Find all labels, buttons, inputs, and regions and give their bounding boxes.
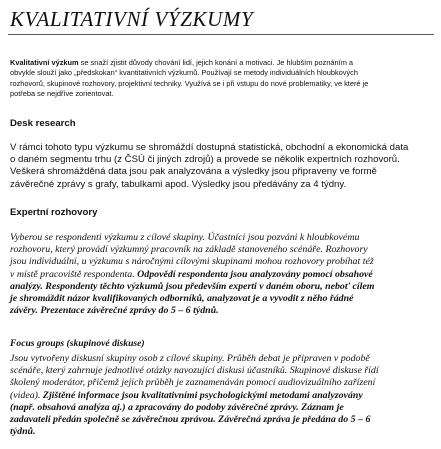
focus-groups-paragraph — [10, 353, 428, 438]
expert-line: v místě pracoviště respondenta. Odpovědí respondenta jsou analyzovány pomocí obsahové — [10, 268, 373, 280]
intro-paragraph — [10, 58, 428, 100]
focus-line: školený moderátor, přičemž jejich průběh je zaznamenáván pomocí audiovizuálního zařízení — [10, 377, 376, 389]
focus-line: (např. obsahová analýza aj.) a zpracovány do podoby závěrečné zprávy. Záznam je — [10, 401, 344, 413]
expert-line: rozhovoru, který provádí výzkumný pracovník na základě stanoveného scénáře. Rozhovory — [10, 244, 368, 256]
focus-line: zadavateli předán společně se závěrečnou zprávou. Závěrečná zpráva je předána do 5 – 6 — [10, 414, 371, 426]
focus-groups-heading: Focus groups (skupinové diskuse) — [10, 338, 145, 349]
focus-line: (videa). Zjištěné informace jsou kvalitativními psychologickými metodami analyzovány — [10, 389, 363, 401]
intro-line: potřeba se nejdříve zorientovat. — [10, 89, 114, 99]
page-title: KVALITATIVNÍ VÝZKUMY — [10, 7, 254, 31]
expert-line: analýzy. Respondenty těchto výzkumů jsou především experti v daném oboru, neboť cílem — [10, 280, 375, 292]
focus-line: scénáře, který zahrnuje jednotlivé otázky navozující diskusi účastníků. Skupinové diskuse řídí — [10, 365, 379, 377]
intro-line: obvykle slouží jako „předskokan“ kvantitativních výzkumů. Používají se metody individuálních hloubkových — [10, 68, 358, 78]
desk-line: o daném segmentu trhu (z ČSÚ či jiných zdrojů) a provede se několik expertních rozhovorů. — [10, 154, 400, 166]
expert-line: Vyberou se respondenti výzkumu z cílové skupiny. Účastníci jsou pozváni k hloubkovému — [10, 232, 360, 243]
desk-research-heading: Desk research — [10, 118, 76, 129]
expert-line: závěry. Prezentace závěrečné zprávy do 5 – 6 týdnů. — [10, 305, 219, 317]
expert-line: je shromáždit názor kvalifikovaných odborníků, analyzovat je a vyvodit z něho řádné — [10, 293, 354, 305]
desk-line: V rámci tohoto typu výzkumu se shromáždí dostupná statistická, obchodní a ekonomická data — [10, 142, 409, 153]
focus-line: Jsou vytvořeny diskusní skupiny osob z cílové skupiny. Průběh debat je připraven v podobě — [10, 353, 370, 364]
expert-interviews-heading: Expertní rozhovory — [10, 207, 98, 218]
focus-line: týdnů. — [10, 426, 36, 438]
desk-line: závěrečné zprávy s grafy, tabulkami apod. Výsledky jsou předávány za 4 týdny. — [10, 178, 347, 190]
intro-line: rozhovorů, skupinové rozhovory, projektivní techniky. Využívá se i při vstupu do nové problematiky, ve které je — [10, 78, 369, 88]
desk-research-paragraph — [10, 142, 428, 191]
intro-lead: Kvalitativní výzkum — [10, 58, 79, 67]
desk-line: Veškerá shromážděná data jsou pak analyzována a výsledky jsou připraveny ve formě — [10, 166, 377, 178]
expert-line: jsou individuální, u výzkumu s náročnými cílovými skupinami mohou rozhovory probíhat též — [10, 256, 374, 268]
expert-interviews-paragraph — [10, 232, 428, 317]
title-underline — [8, 34, 434, 35]
intro-line: Kvalitativní výzkum se snaží zjistit důvody chování lidí, jejich konání a motivaci. Je hlubším poznáním a — [10, 58, 354, 67]
